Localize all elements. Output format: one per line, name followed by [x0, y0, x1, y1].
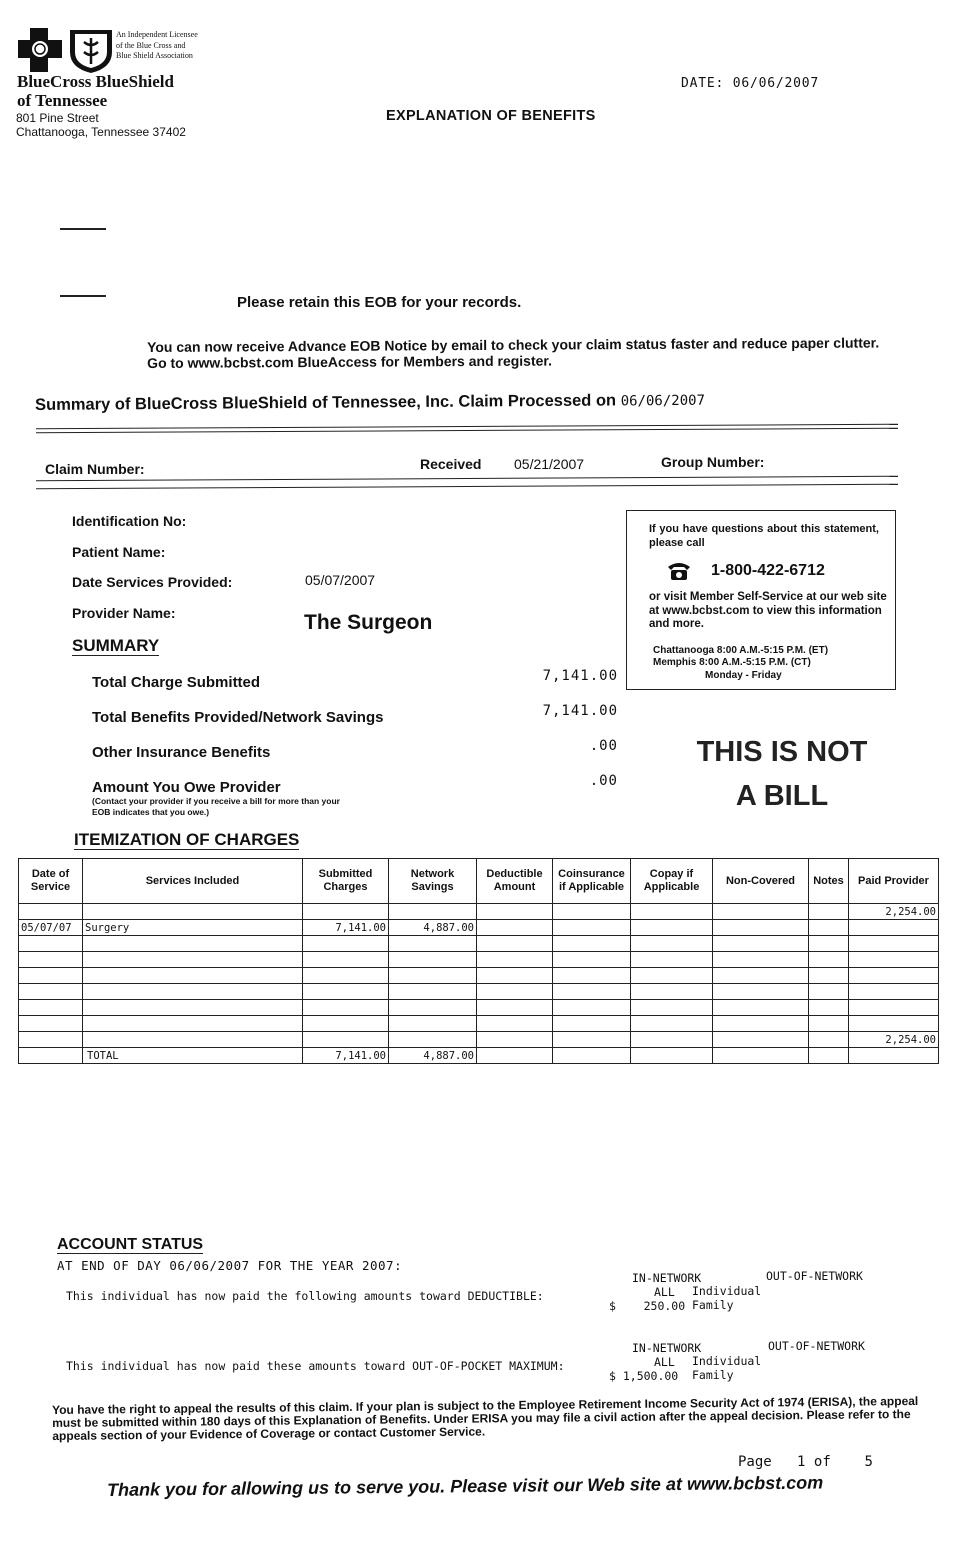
- table-cell: [553, 920, 631, 936]
- contact-days: Monday - Friday: [705, 670, 782, 681]
- not-a-bill-line: A BILL: [735, 780, 829, 812]
- table-cell: [809, 1000, 849, 1016]
- table-cell: [389, 936, 477, 952]
- telephone-icon: [667, 561, 691, 581]
- contact-phone: 1-800-422-6712: [711, 562, 825, 579]
- table-cell: [809, 984, 849, 1000]
- page-label: Page: [738, 1454, 772, 1470]
- table-cell: [83, 1032, 303, 1048]
- col-services-included: Services Included: [83, 859, 303, 904]
- table-cell: [631, 968, 713, 984]
- claim-number-label: Claim Number:: [45, 461, 145, 477]
- account-period: AT END OF DAY 06/06/2007 FOR THE YEAR 2007:: [57, 1258, 403, 1273]
- table-cell: [83, 904, 303, 920]
- not-a-bill-line: THIS IS NOT: [696, 736, 868, 768]
- company-address: [16, 111, 186, 139]
- table-cell: [19, 1016, 83, 1032]
- table-cell: [303, 968, 389, 984]
- deductible-amount: $ 250.00: [609, 1299, 686, 1313]
- table-cell: [809, 920, 849, 936]
- all-label: ALL: [654, 1285, 675, 1299]
- document-title: EXPLANATION OF BENEFITS: [386, 108, 596, 124]
- table-cell: [303, 904, 389, 920]
- brand-line: of Tennessee: [17, 91, 108, 110]
- table-cell: [83, 968, 303, 984]
- table-row: [19, 1016, 939, 1032]
- table-cell: [477, 1032, 553, 1048]
- address-line: Chattanooga, Tennessee 37402: [16, 125, 186, 139]
- col-date-of-service: Date of Service: [19, 859, 83, 904]
- address-dash: [60, 295, 106, 297]
- table-cell: [809, 968, 849, 984]
- total-benefits-label: Total Benefits Provided/Network Savings: [92, 709, 384, 726]
- table-row: [19, 952, 939, 968]
- table-cell: [631, 1032, 713, 1048]
- table-cell: [553, 1032, 631, 1048]
- table-cell: [553, 904, 631, 920]
- table-cell: [631, 1016, 713, 1032]
- table-cell: [553, 1048, 631, 1064]
- not-a-bill-notice: [682, 730, 882, 818]
- licensee-line: Blue Shield Association: [116, 51, 193, 60]
- other-insurance-label: Other Insurance Benefits: [92, 744, 271, 761]
- other-insurance-value: .00: [589, 738, 618, 754]
- divider: [36, 476, 898, 482]
- table-cell: [713, 920, 809, 936]
- col-notes: Notes: [809, 859, 849, 904]
- table-cell: [83, 936, 303, 952]
- total-label: TOTAL: [83, 1048, 303, 1064]
- company-name: [17, 72, 174, 110]
- table-cell: [849, 984, 939, 1000]
- table-cell: [809, 1016, 849, 1032]
- col-deductible-amount: Deductible Amount: [477, 859, 553, 904]
- table-cell: 05/07/07: [19, 920, 83, 936]
- summary-heading: [35, 391, 705, 415]
- licensee-line: of the Blue Cross and: [116, 40, 186, 50]
- table-cell: [477, 1000, 553, 1016]
- table-cell: 2,254.00: [849, 1032, 939, 1048]
- table-cell: [19, 952, 83, 968]
- in-network-label: IN-NETWORK: [632, 1341, 702, 1355]
- table-cell: [849, 1048, 939, 1064]
- table-cell: [303, 1016, 389, 1032]
- total-savings: 4,887.00: [389, 1048, 477, 1064]
- table-cell: [713, 968, 809, 984]
- table-cell: [477, 920, 553, 936]
- blue-cross-icon: [18, 28, 62, 72]
- document-date: DATE: 06/06/2007: [681, 76, 820, 91]
- table-cell: [477, 1048, 553, 1064]
- col-submitted-charges: Submitted Charges: [303, 859, 389, 904]
- table-cell: [19, 904, 83, 920]
- summary-heading-label: SUMMARY: [72, 636, 160, 655]
- table-cell: [713, 1032, 809, 1048]
- table-cell: [849, 936, 939, 952]
- summary-section-heading: [72, 636, 159, 656]
- table-cell: [477, 952, 553, 968]
- owe-note: (Contact your provider if you receive a bill for more than your EOB indicates that you owe.): [92, 796, 340, 817]
- processed-date: 06/06/2007: [620, 392, 706, 410]
- col-copay: Copay if Applicable: [631, 859, 713, 904]
- table-cell: [303, 984, 389, 1000]
- received-label: Received: [420, 456, 482, 472]
- table-cell: [477, 968, 553, 984]
- provider-name-value: The Surgeon: [304, 611, 433, 634]
- advance-eob-notice: You can now receive Advance EOB Notice by email to check your claim status faster and reduce paper clutter. Go to www.bcbst.com BlueAccess for Members and register.: [147, 334, 880, 371]
- table-cell: [713, 1000, 809, 1016]
- table-cell: [809, 1048, 849, 1064]
- thank-you-message: Thank you for allowing us to serve you. Please visit our Web site at www.bcbst.com: [107, 1472, 824, 1500]
- table-row: [19, 1000, 939, 1016]
- table-cell: [713, 904, 809, 920]
- family-label: Family: [692, 1368, 734, 1382]
- table-cell: Surgery: [83, 920, 303, 936]
- table-row: [19, 936, 939, 952]
- table-cell: [849, 920, 939, 936]
- table-cell: [631, 1048, 713, 1064]
- table-cell: [713, 1048, 809, 1064]
- total-charge-label: Total Charge Submitted: [92, 674, 261, 691]
- page-total: 5: [864, 1454, 873, 1470]
- table-cell: [83, 1000, 303, 1016]
- deductible-text: This individual has now paid the following amounts toward DEDUCTIBLE:: [66, 1289, 544, 1303]
- page-of: of: [813, 1454, 831, 1470]
- table-cell: [849, 1016, 939, 1032]
- table-cell: [553, 984, 631, 1000]
- table-row: [19, 920, 939, 936]
- table-cell: [631, 1000, 713, 1016]
- brand-line: BlueCross BlueShield: [17, 72, 174, 91]
- contact-hours: [653, 645, 828, 669]
- in-network-label: IN-NETWORK: [632, 1271, 702, 1285]
- col-non-covered: Non-Covered: [713, 859, 809, 904]
- table-cell: [553, 952, 631, 968]
- oop-amount: $ 1,500.00: [609, 1369, 679, 1383]
- table-cell: [713, 952, 809, 968]
- table-cell: [849, 1000, 939, 1016]
- table-cell: [713, 1016, 809, 1032]
- table-cell: [19, 1032, 83, 1048]
- table-cell: [303, 952, 389, 968]
- table-cell: [713, 936, 809, 952]
- table-cell: [477, 936, 553, 952]
- table-cell: [389, 904, 477, 920]
- col-coinsurance: Coinsurance if Applicable: [553, 859, 631, 904]
- individual-label: Individual: [692, 1284, 762, 1298]
- table-cell: [477, 904, 553, 920]
- table-cell: [849, 968, 939, 984]
- table-cell: [631, 952, 713, 968]
- table-cell: [83, 984, 303, 1000]
- table-cell: [809, 936, 849, 952]
- table-row: [19, 968, 939, 984]
- family-label: Family: [692, 1298, 734, 1312]
- account-status-heading: [57, 1236, 203, 1254]
- table-cell: [303, 936, 389, 952]
- table-cell: [19, 1000, 83, 1016]
- licensee-note: [116, 30, 198, 62]
- table-cell: [477, 1016, 553, 1032]
- table-cell: 2,254.00: [849, 904, 939, 920]
- group-number-label: Group Number:: [661, 454, 765, 470]
- itemization-table: [18, 858, 939, 1064]
- address-line: 801 Pine Street: [16, 111, 99, 125]
- address-dash: [60, 228, 106, 230]
- patient-name-label: Patient Name:: [72, 544, 166, 560]
- date-services-label: Date Services Provided:: [72, 574, 233, 590]
- table-cell: [19, 936, 83, 952]
- oop-text: This individual has now paid these amounts toward OUT-OF-POCKET MAXIMUM:: [66, 1359, 565, 1373]
- table-cell: [631, 936, 713, 952]
- table-cell: [303, 1032, 389, 1048]
- contact-question: If you have questions about this statement, please call: [649, 523, 879, 549]
- total-submitted: 7,141.00: [303, 1048, 389, 1064]
- table-row: [19, 984, 939, 1000]
- table-cell: [19, 1048, 83, 1064]
- table-cell: [389, 1032, 477, 1048]
- col-paid-provider: Paid Provider: [849, 859, 939, 904]
- contact-website-note: or visit Member Self-Service at our web site at www.bcbst.com to view this information and more.: [649, 591, 887, 630]
- table-cell: [389, 952, 477, 968]
- table-cell: [19, 968, 83, 984]
- amount-owe-label: Amount You Owe Provider: [92, 779, 281, 796]
- table-cell: [389, 1016, 477, 1032]
- table-cell: [553, 1000, 631, 1016]
- summary-heading-text: Summary of BlueCross BlueShield of Tennessee, Inc. Claim Processed on: [35, 391, 617, 414]
- table-cell: [83, 1016, 303, 1032]
- table-row: [19, 904, 939, 920]
- table-cell: [631, 920, 713, 936]
- out-network-label: OUT-OF-NETWORK: [768, 1339, 865, 1353]
- table-header-row: [19, 859, 939, 904]
- table-cell: [631, 984, 713, 1000]
- blue-shield-icon: [70, 30, 112, 73]
- table-cell: [809, 952, 849, 968]
- table-cell: [553, 1016, 631, 1032]
- table-cell: [553, 936, 631, 952]
- table-cell: [19, 984, 83, 1000]
- table-cell: [389, 984, 477, 1000]
- table-cell: [809, 1032, 849, 1048]
- bcbs-logo: [18, 28, 114, 74]
- table-cell: [477, 984, 553, 1000]
- table-cell: [389, 968, 477, 984]
- col-network-savings: Network Savings: [389, 859, 477, 904]
- table-cell: [631, 904, 713, 920]
- provider-name-label: Provider Name:: [72, 605, 176, 621]
- table-cell: [83, 952, 303, 968]
- total-benefits-value: 7,141.00: [542, 703, 618, 719]
- table-cell: [553, 968, 631, 984]
- table-cell: [389, 1000, 477, 1016]
- divider: [36, 484, 898, 490]
- hours-chattanooga: Chattanooga 8:00 A.M.-5:15 P.M. (ET): [653, 645, 829, 656]
- retain-notice: Please retain this EOB for your records.: [237, 294, 522, 311]
- table-cell: [713, 984, 809, 1000]
- table-cell: 4,887.00: [389, 920, 477, 936]
- account-status-label: ACCOUNT STATUS: [57, 1236, 204, 1253]
- table-row: [19, 1032, 939, 1048]
- total-charge-value: 7,141.00: [542, 668, 618, 684]
- hours-memphis: Memphis 8:00 A.M.-5:15 P.M. (CT): [653, 657, 811, 668]
- out-network-label: OUT-OF-NETWORK: [766, 1269, 863, 1283]
- table-total-row: [19, 1048, 939, 1064]
- identification-label: Identification No:: [72, 513, 187, 529]
- received-date: 05/21/2007: [514, 456, 585, 472]
- date-services-value: 05/07/2007: [305, 572, 376, 588]
- individual-label: Individual: [692, 1354, 762, 1368]
- contact-box: [626, 510, 896, 690]
- itemization-heading-label: ITEMIZATION OF CHARGES: [74, 830, 300, 849]
- amount-owe-value: .00: [589, 773, 618, 789]
- table-cell: [303, 1000, 389, 1016]
- table-cell: [809, 904, 849, 920]
- appeal-rights-text: You have the right to appeal the results of this claim. If your plan is subject to the Employee Retirement Income Security Act of 1974 (ERISA), the appeal must be submitted within 180 days of this Explanation of Benefits. Under ERISA you may file a civil action after the appeal decision. Please refer to the appeals section of your Evidence of Coverage or contact Customer Service.: [51, 1393, 919, 1443]
- page-current: 1: [797, 1454, 806, 1470]
- page-indicator: [738, 1454, 873, 1470]
- licensee-line: An Independent Licensee: [116, 30, 198, 39]
- table-cell: 7,141.00: [303, 920, 389, 936]
- itemization-heading: [74, 830, 299, 850]
- table-cell: [849, 952, 939, 968]
- all-label: ALL: [654, 1355, 675, 1369]
